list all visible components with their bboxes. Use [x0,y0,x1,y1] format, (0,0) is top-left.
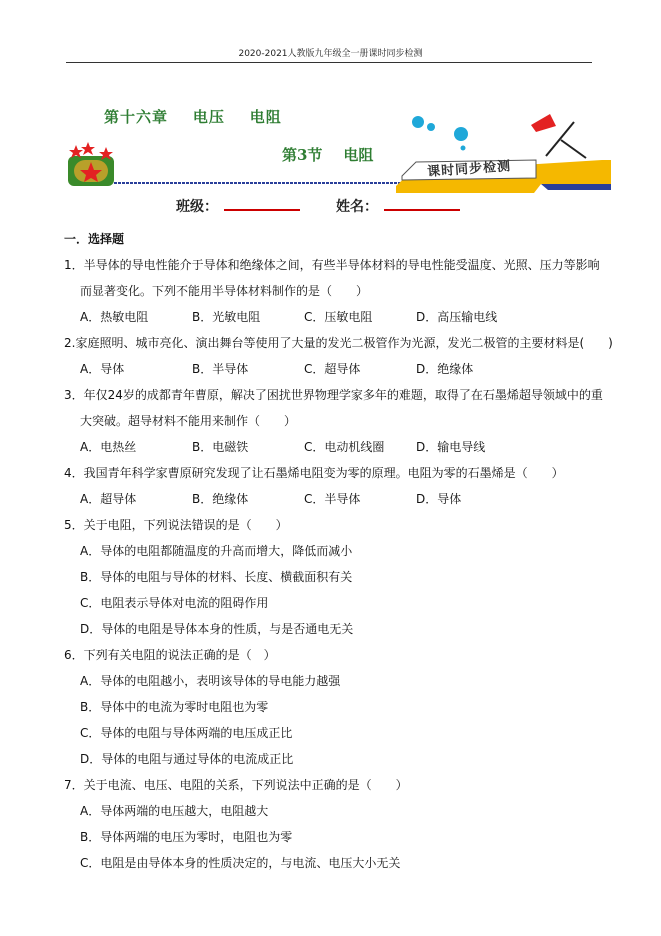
question [64,252,604,330]
answer-option[interactable]: B．半导体 [192,362,249,376]
answer-option[interactable]: D．导体的电阻与通过导体的电流成正比 [80,752,294,766]
name-label: 姓名： [336,199,378,215]
question [64,330,613,382]
star-emblem-icon [68,142,114,186]
header-rule [66,62,592,63]
chapter-title: 第十六章 电压 电阻 [104,108,282,126]
answer-option[interactable]: C．超导体 [304,362,361,376]
answer-option[interactable]: A．超导体 [80,492,137,506]
answer-option[interactable]: D．高压输电线 [416,310,498,324]
answer-option[interactable]: A．导体的电阻都随温度的升高而增大，降低而减小 [80,544,353,558]
question [64,772,604,876]
answer-option[interactable]: D．输电导线 [416,440,486,454]
answer-option[interactable]: A．导体两端的电压越大，电阻越大 [80,804,269,818]
question [64,512,604,642]
answer-option[interactable]: A．热敏电阻 [80,310,149,324]
answer-option[interactable]: C．电动机线圈 [304,440,385,454]
answer-option[interactable]: D．导体的电阻是导体本身的性质，与是否通电无关 [80,622,354,636]
question-stem: 而显著变化。下列不能用半导体材料制作的是（ ） [80,284,369,298]
section-title: 第3节 电阻 [282,146,374,164]
answer-option[interactable]: B．光敏电阻 [192,310,261,324]
badge-label: 课时同步检测 [426,159,512,180]
answer-option[interactable]: B．导体中的电流为零时电阻也为零 [80,700,269,714]
question-stem: 6．下列有关电阻的说法正确的是（ ） [64,648,276,662]
answer-option[interactable]: C．压敏电阻 [304,310,373,324]
question [64,460,604,512]
question-stem: 2.家庭照明、城市亮化、演出舞台等使用了大量的发光二极管作为光源，发光二极管的主要材料是( ) [64,336,613,350]
name-field [336,196,460,216]
answer-option[interactable]: C．半导体 [304,492,361,506]
answer-option[interactable]: C．电阻表示导体对电流的阻碍作用 [80,596,269,610]
question-stem: 5．关于电阻，下列说法错误的是（ ） [64,518,288,532]
question-stem: 大突破。超导材料不能用来制作（ ） [80,414,297,428]
answer-option[interactable]: B．绝缘体 [192,492,249,506]
question-stem: 4．我国青年科学家曹原研究发现了让石墨烯电阻变为零的原理。电阻为零的石墨烯是（ ） [64,466,564,480]
answer-option[interactable]: D．绝缘体 [416,362,474,376]
answer-option[interactable]: A．导体的电阻越小，表明该导体的导电能力越强 [80,674,341,688]
answer-options-row [64,434,604,460]
answer-options-row [64,486,604,512]
question-stem: 1．半导体的导电性能介于导体和绝缘体之间，有些半导体材料的导电性能受温度、光照、压力等影响 [64,258,600,272]
answer-option[interactable]: B．导体的电阻与导体的材料、长度、横截面积有关 [80,570,353,584]
question-stem: 7．关于电流、电压、电阻的关系，下列说法中正确的是（ ） [64,778,408,792]
class-field [176,196,300,216]
answer-option[interactable]: B．导体两端的电压为零时，电阻也为零 [80,830,293,844]
name-blank [384,197,460,211]
answer-option[interactable]: D．导体 [416,492,462,506]
question [64,642,604,772]
page-header-title: 2020-2021人教版九年级全一册课时同步检测 [238,49,423,59]
question-list [64,226,613,876]
answer-option[interactable]: C．电阻是由导体本身的性质决定的，与电流、电压大小无关 [80,856,401,870]
answer-option[interactable]: C．导体的电阻与导体两端的电压成正比 [80,726,293,740]
class-label: 班级： [176,199,218,215]
question-stem: 3．年仅24岁的成都青年曹原，解决了困扰世界物理学家多年的难题，取得了在石墨烯超导领域中的重 [64,388,603,402]
answer-option[interactable]: B．电磁铁 [192,440,249,454]
class-blank [224,197,300,211]
answer-option[interactable]: A．电热丝 [80,440,137,454]
question [64,382,604,460]
answer-option[interactable]: A．导体 [80,362,125,376]
answer-options-row [64,304,604,330]
section-heading: 一．选择题 [64,232,125,246]
answer-options-row [64,356,604,382]
